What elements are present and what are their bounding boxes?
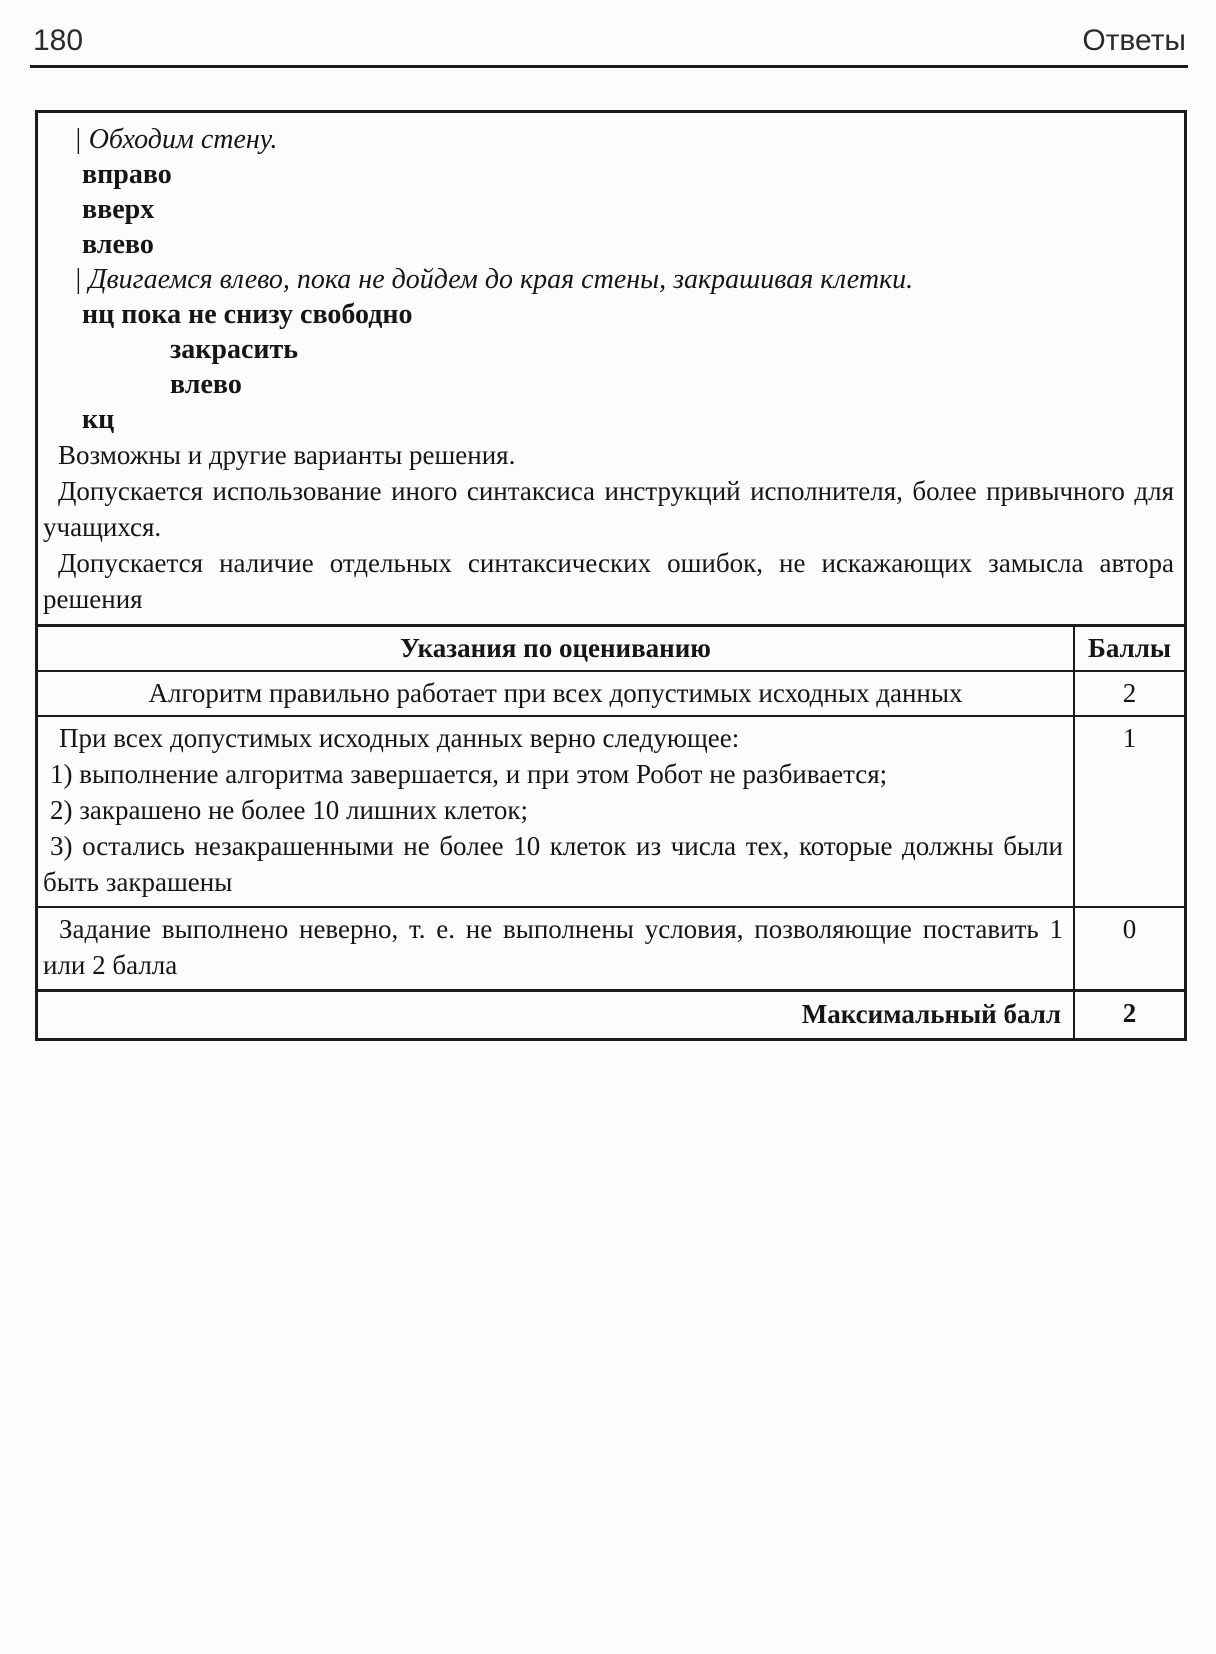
points-value: 1 <box>1074 716 1184 907</box>
criteria-column-header: Указания по оцениванию <box>400 633 711 663</box>
code-command: влево <box>82 229 154 260</box>
note-paragraph: Возможны и другие варианты решения. <box>58 440 516 470</box>
table-row-max-score <box>38 991 1184 1039</box>
solution-body <box>38 113 1184 624</box>
grading-table-header-row <box>38 626 1184 672</box>
criteria-line: 3) остались незакрашенными не более 10 клеток из числа тех, которые должны были быть закрашены <box>43 831 1063 897</box>
max-score-value: 2 <box>1074 991 1184 1039</box>
table-row-score-1 <box>38 716 1184 907</box>
note-paragraph: Допускается использование иного синтаксиса инструкций исполнителя, более привычного для учащихся. <box>43 476 1174 542</box>
header-rule <box>30 65 1188 68</box>
page-number: 180 <box>33 24 84 57</box>
criteria-line: 1) выполнение алгоритма завершается, и при этом Робот не разбивается; <box>50 759 888 789</box>
criteria-cell <box>38 907 1074 991</box>
table-row-score-2 <box>38 671 1184 716</box>
criteria-cell <box>38 716 1074 907</box>
points-value: 0 <box>1074 907 1184 991</box>
note-paragraph: Допускается наличие отдельных синтаксических ошибок, не искажающих замысла автора решения <box>43 548 1174 614</box>
criteria-cell: Алгоритм правильно работает при всех допустимых исходных данных <box>148 678 963 708</box>
code-comment: | Обходим стену. <box>74 124 278 155</box>
code-command-indented: влево <box>170 369 242 400</box>
code-command: нц пока не снизу свободно <box>82 299 413 330</box>
page-header <box>0 0 1216 58</box>
code-command: кц <box>82 404 115 435</box>
solution-box <box>35 110 1187 1041</box>
code-command: вверх <box>82 194 155 225</box>
max-score-label: Максимальный балл <box>801 999 1061 1029</box>
code-command: вправо <box>82 159 172 190</box>
points-value: 2 <box>1074 671 1184 716</box>
criteria-line: 2) закрашено не более 10 лишних клеток; <box>50 795 528 825</box>
code-command-indented: закрасить <box>170 334 299 365</box>
algorithm-code-block <box>42 122 1176 437</box>
table-row-score-0 <box>38 907 1184 991</box>
criteria-line: При всех допустимых исходных данных верно следующее: <box>59 723 740 753</box>
points-column-header: Баллы <box>1074 626 1184 672</box>
criteria-line: Задание выполнено неверно, т. е. не выполнены условия, позволяющие поставить 1 или 2 балла <box>43 914 1063 980</box>
section-title: Ответы <box>1082 24 1186 57</box>
code-comment: | Двигаемся влево, пока не дойдем до края стены, закрашивая клетки. <box>74 264 914 295</box>
grading-table <box>38 624 1184 1038</box>
